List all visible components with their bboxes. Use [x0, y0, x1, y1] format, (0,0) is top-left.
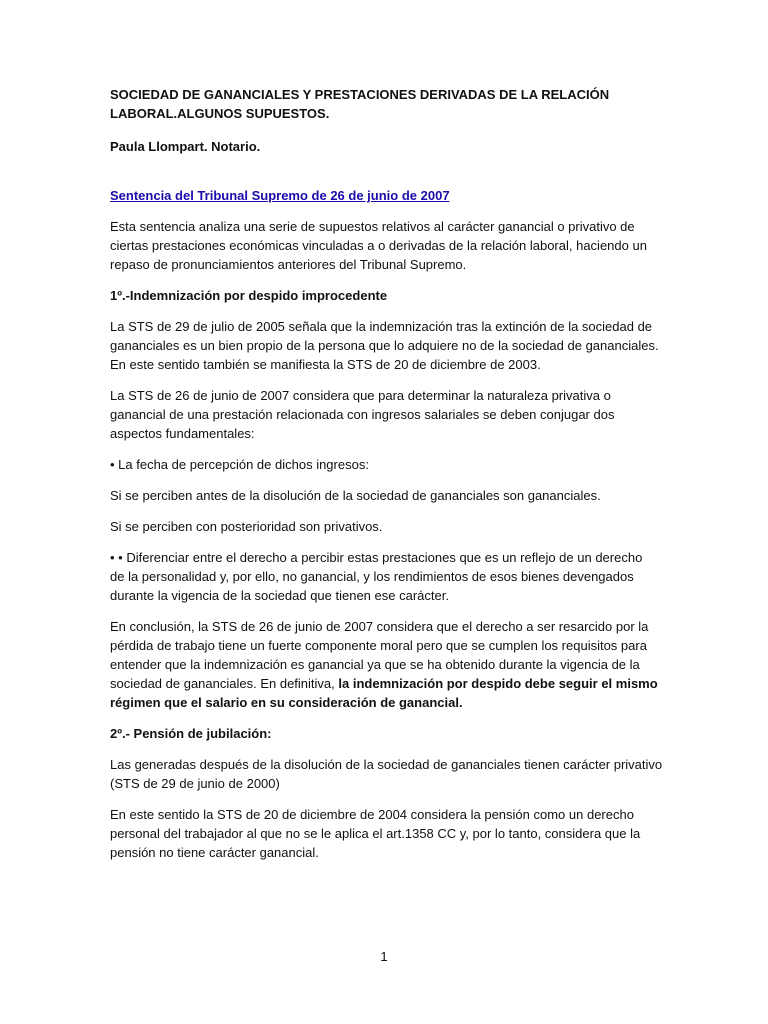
document-page — [110, 85, 663, 862]
page-number: 1 — [380, 949, 388, 964]
paragraph-2 — [110, 386, 658, 443]
conclusion-paragraph — [110, 617, 658, 712]
paragraph-line: Si se perciben antes de la disolución de la sociedad de gananciales son gananciales. — [110, 488, 601, 503]
paragraph-3 — [110, 486, 658, 505]
conclusion-emphasis: régimen que el salario en su consideración de ganancial. — [110, 695, 463, 710]
paragraph-line: (STS de 29 de junio de 2000) — [110, 776, 280, 791]
paragraph-line: • • Diferenciar entre el derecho a percibir estas prestaciones que es un reflejo de un derecho — [110, 550, 643, 565]
paragraph-line: aspectos fundamentales: — [110, 426, 255, 441]
author-line: Paula Llompart. Notario. — [110, 139, 261, 154]
paragraph-line: Esta sentencia analiza una serie de supuestos relativos al carácter ganancial o privativo de — [110, 219, 635, 234]
paragraph-6 — [110, 805, 658, 862]
paragraph-line: pérdida de trabajo tiene un fuerte componente moral pero que se cumplen los requisitos para — [110, 638, 647, 653]
document-title — [110, 85, 658, 123]
paragraph-line: repaso de pronunciamientos anteriores del Tribunal Supremo. — [110, 257, 467, 272]
paragraph-line: En conclusión, la STS de 26 de junio de 2007 considera que el derecho a ser resarcido por la — [110, 619, 649, 634]
section-heading-2: 2º.- Pensión de jubilación: — [110, 726, 272, 741]
title-line: LABORAL.ALGUNOS SUPUESTOS. — [110, 106, 330, 121]
paragraph-line: de la personalidad y, por ello, no ganancial, y los rendimientos de esos bienes devengados — [110, 569, 634, 584]
sentencia-link[interactable]: Sentencia del Tribunal Supremo de 26 de junio de 2007 — [110, 188, 450, 203]
paragraph-line: gananciales es un bien propio de la persona que lo adquiere no de la sociedad de gananciales. — [110, 338, 659, 353]
paragraph-line: personal del trabajador al que no se le aplica el art.1358 CC y, por lo tanto, considera que la — [110, 826, 641, 841]
paragraph-line: La STS de 29 de julio de 2005 señala que la indemnización tras la extinción de la sociedad de — [110, 319, 653, 334]
paragraph-5 — [110, 755, 663, 793]
paragraph-line: ciertas prestaciones económicas vinculadas a o derivadas de la relación laboral, haciendo un — [110, 238, 647, 253]
paragraph-line: entender que la indemnización es ganancial ya que se ha obtenido durante la vigencia de la — [110, 657, 640, 672]
paragraph-line: En este sentido también se manifiesta la STS de 20 de diciembre de 2003. — [110, 357, 541, 372]
paragraph-line: • La fecha de percepción de dichos ingresos: — [110, 457, 369, 472]
bullet-paragraph-2 — [110, 548, 658, 605]
paragraph-line — [110, 674, 658, 693]
paragraph-line: La STS de 26 de junio de 2007 considera que para determinar la naturaleza privativa o — [110, 388, 611, 403]
paragraph-1 — [110, 317, 658, 374]
intro-paragraph — [110, 217, 658, 274]
paragraph-4 — [110, 517, 658, 536]
conclusion-emphasis: la indemnización por despido debe seguir el mismo — [338, 676, 658, 691]
paragraph-line: pensión no tiene carácter ganancial. — [110, 845, 319, 860]
title-line: SOCIEDAD DE GANANCIALES Y PRESTACIONES DERIVADAS DE LA RELACIÓN — [110, 87, 610, 102]
bullet-paragraph-1 — [110, 455, 658, 474]
paragraph-line: Las generadas después de la disolución de la sociedad de gananciales tienen carácter privativo — [110, 757, 663, 772]
section-heading-1: 1º.-Indemnización por despido improcedente — [110, 288, 388, 303]
conclusion-text: sociedad de gananciales. En definitiva, — [110, 676, 339, 691]
paragraph-line: En este sentido la STS de 20 de diciembre de 2004 considera la pensión como un derecho — [110, 807, 634, 822]
paragraph-line: Si se perciben con posterioridad son privativos. — [110, 519, 383, 534]
paragraph-line: ganancial de una prestación relacionada con ingresos salariales se deben conjugar dos — [110, 407, 615, 422]
paragraph-line: durante la vigencia de la sociedad que tienen ese carácter. — [110, 588, 449, 603]
